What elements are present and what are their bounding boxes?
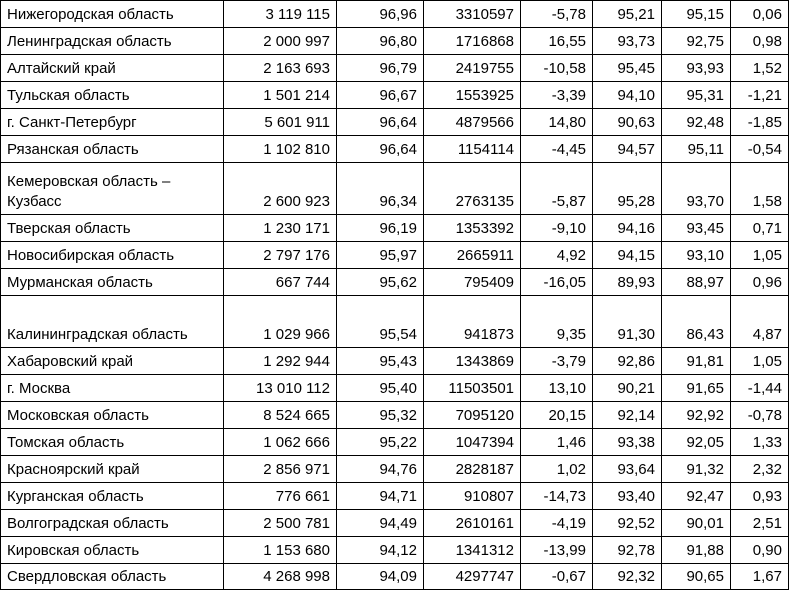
value-cell: 1 102 810 (224, 136, 337, 163)
value-cell: 92,05 (662, 429, 731, 456)
region-name-cell: Свердловская область (1, 564, 224, 590)
value-cell: 2 600 923 (224, 163, 337, 215)
region-name-cell: Красноярский край (1, 456, 224, 483)
value-cell: -0,78 (731, 402, 789, 429)
value-cell: 1353392 (424, 215, 521, 242)
value-cell: 90,01 (662, 510, 731, 537)
value-cell: 94,09 (337, 564, 424, 590)
region-name-cell: Тульская область (1, 82, 224, 109)
value-cell: 96,67 (337, 82, 424, 109)
region-name-cell: Томская область (1, 429, 224, 456)
value-cell: 1 153 680 (224, 537, 337, 564)
value-cell: 95,97 (337, 242, 424, 269)
value-cell: 91,88 (662, 537, 731, 564)
value-cell: 4879566 (424, 109, 521, 136)
value-cell: -1,85 (731, 109, 789, 136)
value-cell: -13,99 (521, 537, 593, 564)
value-cell: 96,79 (337, 55, 424, 82)
value-cell: 93,45 (662, 215, 731, 242)
value-cell: 92,52 (593, 510, 662, 537)
region-name-cell: Мурманская область (1, 269, 224, 296)
value-cell: 93,40 (593, 483, 662, 510)
value-cell: 4297747 (424, 564, 521, 590)
value-cell: 93,64 (593, 456, 662, 483)
value-cell: 93,38 (593, 429, 662, 456)
region-name-cell: Кировская область (1, 537, 224, 564)
value-cell: 88,97 (662, 269, 731, 296)
value-cell: 0,98 (731, 28, 789, 55)
region-name-cell: Рязанская область (1, 136, 224, 163)
value-cell: 94,15 (593, 242, 662, 269)
table-row (1, 456, 789, 483)
value-cell: 94,49 (337, 510, 424, 537)
value-cell: 776 661 (224, 483, 337, 510)
value-cell: 1 292 944 (224, 348, 337, 375)
value-cell: 2 500 781 (224, 510, 337, 537)
value-cell: 95,45 (593, 55, 662, 82)
region-name-cell: Новосибирская область (1, 242, 224, 269)
value-cell: 4,92 (521, 242, 593, 269)
region-name-cell: Московская область (1, 402, 224, 429)
region-name-cell: Калининградская область (1, 296, 224, 348)
value-cell: 4,87 (731, 296, 789, 348)
value-cell: 91,81 (662, 348, 731, 375)
table-row (1, 55, 789, 82)
value-cell: -3,39 (521, 82, 593, 109)
value-cell: 93,70 (662, 163, 731, 215)
value-cell: 2,32 (731, 456, 789, 483)
value-cell: 96,34 (337, 163, 424, 215)
value-cell: 95,15 (662, 1, 731, 28)
region-name-cell: Ленинградская область (1, 28, 224, 55)
value-cell: 95,62 (337, 269, 424, 296)
value-cell: 667 744 (224, 269, 337, 296)
value-cell: 96,64 (337, 136, 424, 163)
value-cell: 1 062 666 (224, 429, 337, 456)
table-row (1, 429, 789, 456)
table-row (1, 402, 789, 429)
value-cell: 1,02 (521, 456, 593, 483)
value-cell: 1047394 (424, 429, 521, 456)
value-cell: 86,43 (662, 296, 731, 348)
value-cell: 95,21 (593, 1, 662, 28)
value-cell: -5,78 (521, 1, 593, 28)
value-cell: -16,05 (521, 269, 593, 296)
region-name-cell: Алтайский край (1, 55, 224, 82)
value-cell: 92,47 (662, 483, 731, 510)
value-cell: 96,19 (337, 215, 424, 242)
value-cell: 92,86 (593, 348, 662, 375)
value-cell: 910807 (424, 483, 521, 510)
value-cell: 95,54 (337, 296, 424, 348)
value-cell: -4,45 (521, 136, 593, 163)
value-cell: 90,65 (662, 564, 731, 590)
table-row (1, 82, 789, 109)
value-cell: 92,78 (593, 537, 662, 564)
value-cell: 2763135 (424, 163, 521, 215)
value-cell: 941873 (424, 296, 521, 348)
region-name-cell: г. Санкт-Петербург (1, 109, 224, 136)
region-name-cell: Тверская область (1, 215, 224, 242)
value-cell: 1 230 171 (224, 215, 337, 242)
value-cell: 1,05 (731, 348, 789, 375)
region-name-cell: Нижегородская область (1, 1, 224, 28)
value-cell: 96,80 (337, 28, 424, 55)
value-cell: 96,96 (337, 1, 424, 28)
value-cell: 95,11 (662, 136, 731, 163)
value-cell: 16,55 (521, 28, 593, 55)
value-cell: 13 010 112 (224, 375, 337, 402)
table-row (1, 163, 789, 215)
table-row (1, 348, 789, 375)
region-name-cell: Кемеровская область – Кузбасс (1, 163, 224, 215)
value-cell: -0,54 (731, 136, 789, 163)
value-cell: 1,67 (731, 564, 789, 590)
value-cell: 2419755 (424, 55, 521, 82)
value-cell: 94,16 (593, 215, 662, 242)
value-cell: 90,63 (593, 109, 662, 136)
value-cell: 1,46 (521, 429, 593, 456)
value-cell: 0,96 (731, 269, 789, 296)
value-cell: 2665911 (424, 242, 521, 269)
value-cell: 95,28 (593, 163, 662, 215)
value-cell: 2 163 693 (224, 55, 337, 82)
value-cell: -3,79 (521, 348, 593, 375)
value-cell: 1154114 (424, 136, 521, 163)
value-cell: 92,32 (593, 564, 662, 590)
value-cell: 93,73 (593, 28, 662, 55)
table-row (1, 215, 789, 242)
value-cell: 94,12 (337, 537, 424, 564)
table-row (1, 28, 789, 55)
table-row (1, 375, 789, 402)
value-cell: 94,57 (593, 136, 662, 163)
value-cell: 2,51 (731, 510, 789, 537)
value-cell: 13,10 (521, 375, 593, 402)
table-row (1, 483, 789, 510)
value-cell: 1553925 (424, 82, 521, 109)
value-cell: 92,75 (662, 28, 731, 55)
value-cell: 1716868 (424, 28, 521, 55)
value-cell: 0,90 (731, 537, 789, 564)
value-cell: 93,10 (662, 242, 731, 269)
table-row (1, 109, 789, 136)
value-cell: 94,76 (337, 456, 424, 483)
value-cell: 1,05 (731, 242, 789, 269)
value-cell: -0,67 (521, 564, 593, 590)
value-cell: 5 601 911 (224, 109, 337, 136)
value-cell: 20,15 (521, 402, 593, 429)
region-name-cell: г. Москва (1, 375, 224, 402)
table-row (1, 564, 789, 590)
value-cell: 91,30 (593, 296, 662, 348)
value-cell: 1343869 (424, 348, 521, 375)
value-cell: 94,10 (593, 82, 662, 109)
value-cell: -1,21 (731, 82, 789, 109)
value-cell: 1341312 (424, 537, 521, 564)
value-cell: 96,64 (337, 109, 424, 136)
value-cell: 1,33 (731, 429, 789, 456)
value-cell: 92,14 (593, 402, 662, 429)
value-cell: 1,52 (731, 55, 789, 82)
value-cell: 0,06 (731, 1, 789, 28)
table-row (1, 537, 789, 564)
value-cell: 2610161 (424, 510, 521, 537)
value-cell: 7095120 (424, 402, 521, 429)
value-cell: 2 797 176 (224, 242, 337, 269)
value-cell: -1,44 (731, 375, 789, 402)
value-cell: 8 524 665 (224, 402, 337, 429)
value-cell: 2 000 997 (224, 28, 337, 55)
table-body (1, 1, 789, 590)
value-cell: 95,43 (337, 348, 424, 375)
table-row (1, 269, 789, 296)
value-cell: -5,87 (521, 163, 593, 215)
value-cell: -4,19 (521, 510, 593, 537)
value-cell: 95,32 (337, 402, 424, 429)
value-cell: 3 119 115 (224, 1, 337, 28)
value-cell: 795409 (424, 269, 521, 296)
value-cell: 2 856 971 (224, 456, 337, 483)
value-cell: 92,48 (662, 109, 731, 136)
region-name-cell: Хабаровский край (1, 348, 224, 375)
value-cell: -10,58 (521, 55, 593, 82)
value-cell: 95,40 (337, 375, 424, 402)
value-cell: 0,71 (731, 215, 789, 242)
table-row (1, 242, 789, 269)
value-cell: 11503501 (424, 375, 521, 402)
value-cell: 91,65 (662, 375, 731, 402)
table-row (1, 1, 789, 28)
value-cell: 92,92 (662, 402, 731, 429)
value-cell: 91,32 (662, 456, 731, 483)
table-row (1, 136, 789, 163)
value-cell: 95,31 (662, 82, 731, 109)
region-name-cell: Волгоградская область (1, 510, 224, 537)
value-cell: -9,10 (521, 215, 593, 242)
value-cell: 4 268 998 (224, 564, 337, 590)
value-cell: 89,93 (593, 269, 662, 296)
value-cell: 3310597 (424, 1, 521, 28)
value-cell: 1,58 (731, 163, 789, 215)
value-cell: 93,93 (662, 55, 731, 82)
table-row (1, 510, 789, 537)
table-row (1, 296, 789, 348)
value-cell: 1 029 966 (224, 296, 337, 348)
value-cell: 95,22 (337, 429, 424, 456)
value-cell: 14,80 (521, 109, 593, 136)
value-cell: 1 501 214 (224, 82, 337, 109)
value-cell: 94,71 (337, 483, 424, 510)
region-name-cell: Курганская область (1, 483, 224, 510)
value-cell: -14,73 (521, 483, 593, 510)
value-cell: 2828187 (424, 456, 521, 483)
value-cell: 9,35 (521, 296, 593, 348)
value-cell: 0,93 (731, 483, 789, 510)
value-cell: 90,21 (593, 375, 662, 402)
